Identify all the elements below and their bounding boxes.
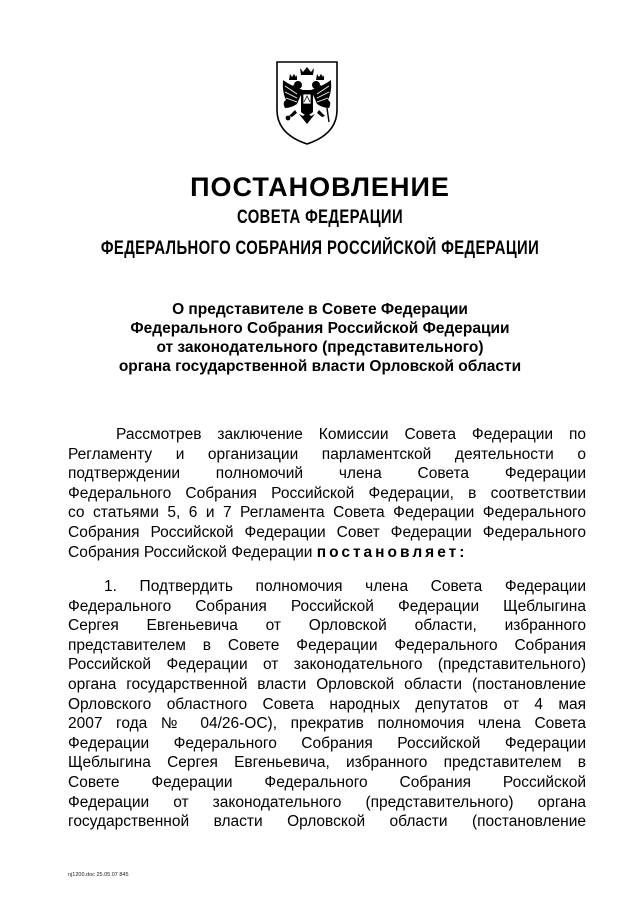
paragraph-line: Российской Федерации от законодательного (представительного) <box>68 656 586 674</box>
preamble-paragraph <box>68 425 586 562</box>
subject-line: от законодательного (представительного) <box>156 339 484 356</box>
paragraph-line: государственной власти Орловской области (постановление <box>68 813 586 831</box>
paragraph-line: Собрания Российской Федерации Совет Федерации Федерального <box>68 523 586 541</box>
paragraph-line: представителем в Совете Федерации Федерального Собрания <box>68 636 586 654</box>
decree-word: постановляет: <box>316 543 468 561</box>
file-reference-footer: nj1200.doc 25.05.07 845 <box>68 872 129 878</box>
paragraph-line: Федерации от законодательного (представительного) органа <box>68 793 586 811</box>
paragraph-line: Регламенту и организации парламентской деятельности о <box>68 445 586 463</box>
paragraph-line: Щеблыгина Сергея Евгеньевича, избранного представителем в <box>68 754 586 772</box>
paragraph-line: Федерального Собрания Российской Федерации, в соответствии <box>68 484 586 502</box>
subject-line: органа государственной власти Орловской области <box>118 358 522 375</box>
paragraph-line: Сергея Евгеньевича от Орловской области, избранного <box>68 617 586 635</box>
document-subtitle-council: СОВЕТА ФЕДЕРАЦИИ <box>236 207 404 228</box>
paragraph-line: органа государственной власти Орловской области (постановление <box>68 675 586 693</box>
subject-line: О представителе в Совете Федерации <box>172 301 468 318</box>
coat-of-arms-icon <box>273 58 341 148</box>
subject-line: Федерального Собрания Российской Федерации <box>130 320 510 337</box>
paragraph-line: подтверждении полномочий члена Совета Федерации <box>68 465 586 483</box>
clause-1-paragraph <box>68 577 586 832</box>
paragraph-line: Федерации Федерального Собрания Российской Федерации <box>68 734 586 752</box>
document-subject <box>0 300 640 376</box>
paragraph-line: Совете Федерации Федерального Собрания Российской <box>68 773 586 791</box>
paragraph-line: Федерального Собрания Российской Федерации Щеблыгина <box>68 597 586 615</box>
paragraph-last-line <box>68 543 586 563</box>
paragraph-line: Рассмотрев заключение Комиссии Совета Федерации по <box>116 426 586 443</box>
document-title: ПОСТАНОВЛЕНИЕ <box>190 172 450 202</box>
paragraph-line: со статьями 5, 6 и 7 Регламента Совета Федерации Федерального <box>68 504 586 522</box>
paragraph-line: 1. Подтвердить полномочия члена Совета Федерации <box>104 578 586 595</box>
paragraph-line: Орловского областного Совета народных депутатов от 4 мая <box>68 695 586 713</box>
paragraph-line-text: Собрания Российской Федерации <box>68 543 313 561</box>
document-subtitle-assembly: ФЕДЕРАЛЬНОГО СОБРАНИЯ РОССИЙСКОЙ ФЕДЕРАЦИИ <box>100 238 540 259</box>
paragraph-line: 2007 года № 04/26-ОС), прекратив полномочия члена Совета <box>68 715 586 733</box>
